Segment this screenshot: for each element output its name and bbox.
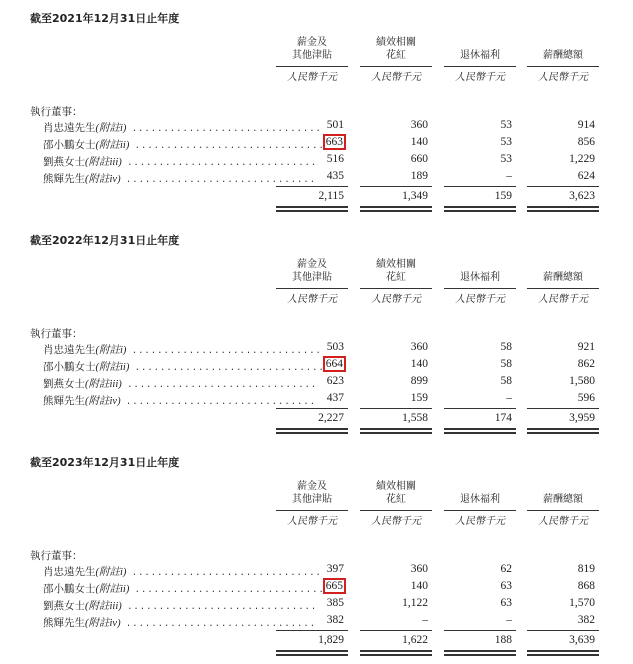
column-header bbox=[360, 258, 432, 284]
section-title: 截至2021年12月31日止年度 bbox=[30, 12, 180, 25]
table-cell bbox=[523, 614, 595, 626]
table-cell bbox=[523, 136, 595, 148]
leader-dots: .............................. bbox=[120, 617, 318, 629]
table-cell bbox=[440, 375, 512, 387]
director-note: (附註iii) bbox=[85, 379, 122, 390]
column-header-line: 薪酬總額 bbox=[543, 494, 583, 505]
table-cell bbox=[440, 153, 512, 165]
director-note: (附註ii) bbox=[95, 584, 130, 595]
table-cell bbox=[523, 392, 595, 404]
table-cell bbox=[272, 580, 344, 592]
column-header bbox=[444, 49, 516, 62]
total-double-rule bbox=[360, 206, 432, 208]
cell-value: 159 bbox=[410, 392, 428, 404]
director-note: (附註iii) bbox=[85, 601, 122, 612]
column-header bbox=[527, 493, 599, 506]
cell-value: 53 bbox=[500, 119, 512, 131]
table-cell bbox=[356, 580, 428, 592]
cell-value: 140 bbox=[410, 136, 428, 148]
total-double-rule bbox=[360, 432, 432, 434]
total-double-rule bbox=[444, 210, 516, 212]
column-header-line: 其他津貼 bbox=[292, 494, 332, 505]
cell-value: – bbox=[506, 614, 512, 626]
table-cell bbox=[272, 136, 344, 148]
total-double-rule bbox=[527, 432, 599, 434]
leader-dots: .............................. bbox=[129, 583, 326, 595]
director-note: (附註i) bbox=[95, 123, 127, 134]
column-header-line: 退休福利 bbox=[460, 272, 500, 283]
table-cell bbox=[440, 136, 512, 148]
cell-value: 623 bbox=[326, 375, 344, 387]
table-cell bbox=[356, 136, 428, 148]
table-cell bbox=[523, 597, 595, 609]
cell-value: 437 bbox=[326, 392, 344, 404]
cell-value: 62 bbox=[500, 563, 512, 575]
total-double-rule bbox=[444, 428, 516, 430]
subtotal-rule bbox=[360, 186, 432, 187]
director-note: (附註iv) bbox=[85, 174, 121, 185]
total-cell: 188 bbox=[494, 634, 512, 646]
column-header-line: 其他津貼 bbox=[292, 272, 332, 283]
table-cell bbox=[272, 375, 344, 387]
total-cell: 2,115 bbox=[318, 190, 344, 202]
column-header-line: 其他津貼 bbox=[292, 50, 332, 61]
year-section bbox=[0, 10, 633, 220]
director-note: (附註i) bbox=[95, 567, 127, 578]
total-double-rule bbox=[360, 210, 432, 212]
section-title: 截至2023年12月31日止年度 bbox=[30, 456, 180, 469]
column-unit: 人民幣千元 bbox=[276, 288, 348, 305]
table-cell bbox=[272, 170, 344, 182]
column-header-line: 退休福利 bbox=[460, 494, 500, 505]
director-note: (附註iv) bbox=[85, 396, 121, 407]
subtotal-rule bbox=[444, 408, 516, 409]
column-unit: 人民幣千元 bbox=[444, 510, 516, 527]
director-note: (附註ii) bbox=[95, 140, 130, 151]
total-double-rule bbox=[276, 654, 348, 656]
cell-value: 862 bbox=[577, 358, 595, 370]
table-cell bbox=[440, 170, 512, 182]
table-cell bbox=[440, 119, 512, 131]
table-cell bbox=[356, 597, 428, 609]
director-name-text: 劉燕女士 bbox=[43, 600, 85, 612]
table-cell bbox=[523, 563, 595, 575]
table-cell bbox=[523, 375, 595, 387]
cell-value: 63 bbox=[500, 597, 512, 609]
table-cell bbox=[440, 597, 512, 609]
cell-value: 1,570 bbox=[569, 597, 595, 609]
cell-value: 856 bbox=[577, 136, 595, 148]
cell-value: 189 bbox=[410, 170, 428, 182]
column-unit: 人民幣千元 bbox=[527, 288, 599, 305]
director-name-text: 邵小鵬女士 bbox=[43, 583, 96, 595]
total-double-rule bbox=[444, 432, 516, 434]
subtotal-rule bbox=[527, 186, 599, 187]
total-double-rule bbox=[276, 428, 348, 430]
cell-value: 435 bbox=[326, 170, 344, 182]
year-section bbox=[0, 232, 633, 442]
leader-dots: .............................. bbox=[120, 395, 318, 407]
table-cell bbox=[272, 614, 344, 626]
cell-value: 501 bbox=[326, 119, 344, 131]
cell-value: 1,580 bbox=[569, 375, 595, 387]
column-unit: 人民幣千元 bbox=[444, 288, 516, 305]
director-name bbox=[43, 581, 326, 596]
total-double-rule bbox=[527, 210, 599, 212]
total-cell: 1,349 bbox=[402, 190, 428, 202]
table-cell bbox=[356, 563, 428, 575]
table-cell bbox=[272, 119, 344, 131]
column-header bbox=[360, 36, 432, 62]
director-name bbox=[43, 342, 323, 357]
total-cell: 174 bbox=[494, 412, 512, 424]
column-header-line: 績效相關 bbox=[376, 481, 416, 492]
director-name bbox=[43, 120, 323, 135]
cell-value: 397 bbox=[326, 563, 344, 575]
subtotal-rule bbox=[360, 408, 432, 409]
table-cell bbox=[523, 119, 595, 131]
leader-dots: .............................. bbox=[121, 378, 319, 390]
cell-value: 1,122 bbox=[402, 597, 428, 609]
total-double-rule bbox=[527, 206, 599, 208]
total-cell: 3,639 bbox=[569, 634, 595, 646]
cell-value: 53 bbox=[500, 153, 512, 165]
column-header bbox=[276, 36, 348, 62]
cell-value: 58 bbox=[500, 341, 512, 353]
group-label: 執行董事： bbox=[30, 106, 83, 118]
director-name-text: 肖忠遠先生 bbox=[43, 344, 96, 356]
table-cell bbox=[356, 392, 428, 404]
column-header-line: 績效相關 bbox=[376, 37, 416, 48]
highlighted-value: 665 bbox=[325, 580, 343, 592]
director-name bbox=[43, 359, 326, 374]
cell-value: 63 bbox=[500, 580, 512, 592]
table-cell bbox=[272, 563, 344, 575]
column-header-line: 花紅 bbox=[386, 272, 406, 283]
cell-value: – bbox=[506, 170, 512, 182]
director-note: (附註iii) bbox=[85, 157, 122, 168]
total-double-rule bbox=[360, 650, 432, 652]
director-name bbox=[43, 171, 318, 186]
table-cell bbox=[272, 153, 344, 165]
total-cell: 2,227 bbox=[318, 412, 344, 424]
cell-value: 868 bbox=[577, 580, 595, 592]
subtotal-rule bbox=[276, 408, 348, 409]
leader-dots: .............................. bbox=[120, 173, 318, 185]
column-unit: 人民幣千元 bbox=[444, 66, 516, 83]
total-cell: 159 bbox=[494, 190, 512, 202]
table-cell bbox=[356, 375, 428, 387]
year-section bbox=[0, 454, 633, 664]
director-name bbox=[43, 376, 319, 391]
column-unit: 人民幣千元 bbox=[276, 66, 348, 83]
column-header-line: 薪金及 bbox=[297, 481, 327, 492]
column-header bbox=[360, 480, 432, 506]
total-double-rule bbox=[276, 650, 348, 652]
leader-dots: .............................. bbox=[121, 156, 319, 168]
column-header bbox=[444, 271, 516, 284]
leader-dots: .............................. bbox=[129, 139, 326, 151]
column-header bbox=[276, 480, 348, 506]
cell-value: 53 bbox=[500, 136, 512, 148]
subtotal-rule bbox=[276, 630, 348, 631]
total-double-rule bbox=[276, 432, 348, 434]
table-cell bbox=[523, 580, 595, 592]
director-name-text: 邵小鵬女士 bbox=[43, 361, 96, 373]
total-double-rule bbox=[276, 206, 348, 208]
table-cell bbox=[440, 563, 512, 575]
director-name bbox=[43, 615, 318, 630]
total-cell: 1,829 bbox=[318, 634, 344, 646]
cell-value: 140 bbox=[410, 580, 428, 592]
cell-value: 819 bbox=[577, 563, 595, 575]
director-note: (附註i) bbox=[95, 345, 127, 356]
leader-dots: .............................. bbox=[126, 122, 323, 134]
group-label: 執行董事： bbox=[30, 550, 83, 562]
table-cell bbox=[356, 358, 428, 370]
column-header bbox=[444, 493, 516, 506]
column-unit: 人民幣千元 bbox=[527, 66, 599, 83]
highlighted-value: 664 bbox=[325, 358, 343, 370]
director-name bbox=[43, 137, 326, 152]
cell-value: 58 bbox=[500, 358, 512, 370]
cell-value: 58 bbox=[500, 375, 512, 387]
cell-value: 1,229 bbox=[569, 153, 595, 165]
director-name bbox=[43, 598, 319, 613]
column-unit: 人民幣千元 bbox=[527, 510, 599, 527]
column-unit: 人民幣千元 bbox=[360, 510, 432, 527]
cell-value: 596 bbox=[577, 392, 595, 404]
column-header-line: 薪酬總額 bbox=[543, 50, 583, 61]
cell-value: – bbox=[506, 392, 512, 404]
cell-value: 660 bbox=[410, 153, 428, 165]
director-note: (附註ii) bbox=[95, 362, 130, 373]
cell-value: 360 bbox=[410, 341, 428, 353]
column-header bbox=[527, 49, 599, 62]
cell-value: 382 bbox=[577, 614, 595, 626]
table-cell bbox=[356, 341, 428, 353]
director-name bbox=[43, 393, 318, 408]
cell-value: – bbox=[422, 614, 428, 626]
cell-value: 914 bbox=[577, 119, 595, 131]
cell-value: 382 bbox=[326, 614, 344, 626]
subtotal-rule bbox=[276, 186, 348, 187]
total-double-rule bbox=[527, 428, 599, 430]
director-name-text: 邵小鵬女士 bbox=[43, 139, 96, 151]
table-cell bbox=[356, 614, 428, 626]
director-name bbox=[43, 154, 319, 169]
total-cell: 3,959 bbox=[569, 412, 595, 424]
director-name-text: 肖忠遠先生 bbox=[43, 122, 96, 134]
section-title: 截至2022年12月31日止年度 bbox=[30, 234, 180, 247]
total-double-rule bbox=[360, 428, 432, 430]
cell-value: 899 bbox=[410, 375, 428, 387]
total-double-rule bbox=[444, 654, 516, 656]
table-cell bbox=[272, 392, 344, 404]
subtotal-rule bbox=[527, 630, 599, 631]
cell-value: 921 bbox=[577, 341, 595, 353]
column-header-line: 花紅 bbox=[386, 494, 406, 505]
group-label: 執行董事： bbox=[30, 328, 83, 340]
director-name bbox=[43, 564, 323, 579]
table-cell bbox=[356, 119, 428, 131]
total-double-rule bbox=[276, 210, 348, 212]
column-header-line: 薪酬總額 bbox=[543, 272, 583, 283]
column-header-line: 薪金及 bbox=[297, 37, 327, 48]
cell-value: 624 bbox=[577, 170, 595, 182]
column-header bbox=[276, 258, 348, 284]
table-cell bbox=[440, 614, 512, 626]
table-cell bbox=[272, 341, 344, 353]
table-cell bbox=[440, 341, 512, 353]
subtotal-rule bbox=[444, 630, 516, 631]
table-cell bbox=[272, 358, 344, 370]
leader-dots: .............................. bbox=[121, 600, 319, 612]
total-cell: 1,622 bbox=[402, 634, 428, 646]
column-unit: 人民幣千元 bbox=[360, 288, 432, 305]
leader-dots: .............................. bbox=[126, 566, 323, 578]
total-double-rule bbox=[444, 206, 516, 208]
table-cell bbox=[440, 358, 512, 370]
table-cell bbox=[272, 597, 344, 609]
table-cell bbox=[356, 170, 428, 182]
table-cell bbox=[523, 341, 595, 353]
table-cell bbox=[356, 153, 428, 165]
column-header-line: 薪金及 bbox=[297, 259, 327, 270]
table-cell bbox=[523, 153, 595, 165]
column-header bbox=[527, 271, 599, 284]
total-double-rule bbox=[444, 650, 516, 652]
total-double-rule bbox=[360, 654, 432, 656]
total-cell: 3,623 bbox=[569, 190, 595, 202]
director-name-text: 熊輝先生 bbox=[43, 617, 85, 629]
director-name-text: 肖忠遠先生 bbox=[43, 566, 96, 578]
cell-value: 516 bbox=[326, 153, 344, 165]
director-name-text: 劉燕女士 bbox=[43, 156, 85, 168]
column-header-line: 花紅 bbox=[386, 50, 406, 61]
cell-value: 360 bbox=[410, 119, 428, 131]
column-unit: 人民幣千元 bbox=[360, 66, 432, 83]
column-header-line: 績效相關 bbox=[376, 259, 416, 270]
director-note: (附註iv) bbox=[85, 618, 121, 629]
highlighted-value: 663 bbox=[325, 136, 343, 148]
total-double-rule bbox=[527, 654, 599, 656]
column-header-line: 退休福利 bbox=[460, 50, 500, 61]
table-cell bbox=[440, 580, 512, 592]
director-name-text: 劉燕女士 bbox=[43, 378, 85, 390]
cell-value: 385 bbox=[326, 597, 344, 609]
subtotal-rule bbox=[444, 186, 516, 187]
subtotal-rule bbox=[527, 408, 599, 409]
table-cell bbox=[523, 170, 595, 182]
table-cell bbox=[523, 358, 595, 370]
cell-value: 140 bbox=[410, 358, 428, 370]
leader-dots: .............................. bbox=[129, 361, 326, 373]
cell-value: 360 bbox=[410, 563, 428, 575]
table-cell bbox=[440, 392, 512, 404]
leader-dots: .............................. bbox=[126, 344, 323, 356]
subtotal-rule bbox=[360, 630, 432, 631]
total-double-rule bbox=[527, 650, 599, 652]
cell-value: 503 bbox=[326, 341, 344, 353]
director-name-text: 熊輝先生 bbox=[43, 173, 85, 185]
director-name-text: 熊輝先生 bbox=[43, 395, 85, 407]
total-cell: 1,558 bbox=[402, 412, 428, 424]
column-unit: 人民幣千元 bbox=[276, 510, 348, 527]
